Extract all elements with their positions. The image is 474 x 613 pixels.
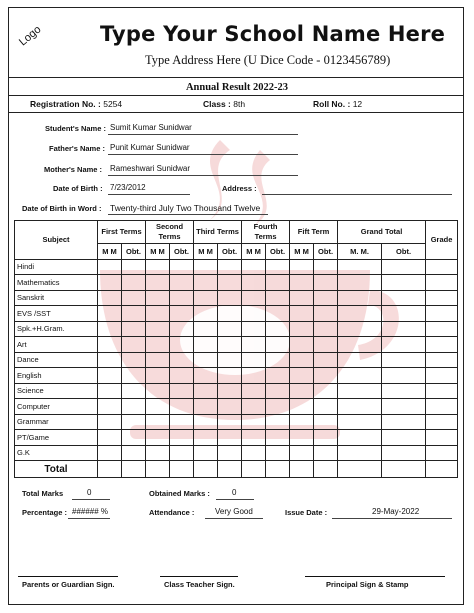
subject-name: G.K (15, 445, 98, 461)
mark-cell (314, 259, 338, 275)
table-row (15, 445, 458, 461)
roll-no (313, 99, 362, 109)
table-row (15, 275, 458, 291)
mark-cell (290, 445, 314, 461)
mark-cell (98, 430, 122, 446)
father-name-value: Punit Kumar Sunidwar (110, 143, 190, 152)
mark-cell (170, 337, 194, 353)
underline (68, 518, 110, 519)
subject-name: Dance (15, 352, 98, 368)
obt-header: Obt. (266, 244, 290, 260)
mark-cell (146, 383, 170, 399)
mark-cell (266, 275, 290, 291)
mother-name-value: Rameshwari Sunidwar (110, 164, 191, 173)
mark-cell (290, 290, 314, 306)
reg-value: 5254 (103, 99, 123, 109)
mark-cell (98, 259, 122, 275)
mark-cell (338, 368, 382, 384)
signature-line (160, 576, 238, 577)
grand-total-header: Grand Total (338, 221, 426, 244)
mark-cell (338, 352, 382, 368)
mark-cell (338, 399, 382, 415)
mark-cell (146, 368, 170, 384)
subject-name: Spk.+H.Gram. (15, 321, 98, 337)
mark-cell (146, 352, 170, 368)
roll-label: Roll No. : (313, 99, 351, 109)
registration-no (30, 99, 122, 109)
mark-cell (122, 352, 146, 368)
term-header: Second Terms (146, 221, 194, 244)
mark-cell (98, 445, 122, 461)
grade-header: Grade (426, 221, 458, 260)
mark-cell (98, 399, 122, 415)
total-label: Total (15, 461, 98, 478)
mark-cell (98, 321, 122, 337)
total-row (15, 461, 458, 478)
obt-header: Obt. (170, 244, 194, 260)
mark-cell (170, 461, 194, 478)
mark-cell (382, 368, 426, 384)
father-name-label: Father's Name : (49, 144, 105, 153)
mark-cell (290, 306, 314, 322)
mark-cell (290, 430, 314, 446)
mark-cell (382, 321, 426, 337)
mark-cell (242, 306, 266, 322)
mark-cell (242, 461, 266, 478)
table-row (15, 383, 458, 399)
mark-cell (146, 337, 170, 353)
mm-header: M M (194, 244, 218, 260)
class-value: 8th (233, 99, 246, 109)
school-name: Type Your School Name Here (100, 22, 446, 46)
mark-cell (426, 383, 458, 399)
mark-cell (266, 306, 290, 322)
obtained-marks-label: Obtained Marks : (149, 489, 210, 498)
underline (108, 214, 268, 215)
mark-cell (314, 461, 338, 478)
divider (8, 112, 464, 113)
student-name-value: Sumit Kumar Sunidwar (110, 123, 192, 132)
obt-header: Obt. (314, 244, 338, 260)
mark-cell (122, 445, 146, 461)
mark-cell (218, 290, 242, 306)
underline (108, 154, 298, 155)
mark-cell (122, 430, 146, 446)
subject-name: Mathematics (15, 275, 98, 291)
subject-name: Hindi (15, 259, 98, 275)
mark-cell (426, 259, 458, 275)
mark-cell (382, 306, 426, 322)
attendance-label: Attendance : (149, 508, 195, 517)
mark-cell (338, 445, 382, 461)
mark-cell (170, 430, 194, 446)
total-marks-value: 0 (87, 488, 92, 497)
issue-date-label: Issue Date : (285, 508, 328, 517)
mark-cell (338, 290, 382, 306)
table-row (15, 399, 458, 415)
mark-cell (170, 399, 194, 415)
term-header: Third Terms (194, 221, 242, 244)
mark-cell (382, 399, 426, 415)
mark-cell (314, 321, 338, 337)
mark-cell (242, 445, 266, 461)
subject-name: English (15, 368, 98, 384)
mark-cell (194, 275, 218, 291)
mark-cell (314, 290, 338, 306)
table-row (15, 430, 458, 446)
mark-cell (218, 321, 242, 337)
mother-name-label: Mother's Name : (44, 165, 103, 174)
mark-cell (242, 430, 266, 446)
roll-value: 12 (352, 99, 363, 109)
class (203, 99, 245, 109)
mark-cell (122, 399, 146, 415)
percentage-value: ###### % (72, 507, 109, 516)
mark-cell (122, 383, 146, 399)
mark-cell (218, 445, 242, 461)
mark-cell (266, 399, 290, 415)
mark-cell (194, 368, 218, 384)
mark-cell (290, 259, 314, 275)
mark-cell (382, 290, 426, 306)
mark-cell (194, 399, 218, 415)
mark-cell (146, 399, 170, 415)
mark-cell (426, 337, 458, 353)
mark-cell (338, 414, 382, 430)
mark-cell (98, 414, 122, 430)
mark-cell (170, 352, 194, 368)
result-title: Annual Result 2022-23 (185, 82, 289, 93)
obt-header: Obt. (218, 244, 242, 260)
mark-cell (266, 430, 290, 446)
principal-signature-label: Principal Sign & Stamp (326, 580, 409, 589)
dob-words-value: Twenty-third July Two Thousand Twelve (110, 203, 261, 213)
table-row (15, 414, 458, 430)
mark-cell (194, 445, 218, 461)
mark-cell (426, 352, 458, 368)
mark-cell (242, 337, 266, 353)
subject-name: Grammar (15, 414, 98, 430)
mark-cell (314, 352, 338, 368)
mark-cell (98, 337, 122, 353)
mark-cell (290, 275, 314, 291)
mark-cell (426, 461, 458, 478)
reg-label: Registration No. : (30, 99, 101, 109)
table-row (15, 337, 458, 353)
dob-words-label: Date of Birth in Word : (22, 204, 102, 213)
mark-cell (242, 290, 266, 306)
mark-cell (314, 306, 338, 322)
issue-date-value: 29-May-2022 (372, 507, 420, 516)
mark-cell (338, 337, 382, 353)
mark-cell (266, 414, 290, 430)
mark-cell (382, 414, 426, 430)
mark-cell (170, 275, 194, 291)
mark-cell (242, 383, 266, 399)
mark-cell (194, 352, 218, 368)
school-address: Type Address Here (U Dice Code - 0123456789) (145, 53, 391, 67)
table-row (15, 368, 458, 384)
mark-cell (382, 430, 426, 446)
table-header-row (15, 221, 458, 244)
mark-cell (290, 337, 314, 353)
address-label: Address : (222, 184, 257, 193)
underline (108, 134, 298, 135)
mark-cell (382, 445, 426, 461)
mark-cell (170, 290, 194, 306)
mark-cell (218, 275, 242, 291)
mark-cell (98, 368, 122, 384)
parent-signature-label: Parents or Guardian Sign. (22, 580, 115, 589)
underline (216, 499, 254, 500)
mark-cell (242, 414, 266, 430)
mark-cell (290, 383, 314, 399)
mark-cell (98, 461, 122, 478)
mark-cell (314, 399, 338, 415)
mark-cell (122, 306, 146, 322)
divider (8, 77, 464, 78)
table-row (15, 321, 458, 337)
underline (262, 194, 452, 195)
mark-cell (194, 461, 218, 478)
dob-label: Date of Birth : (53, 184, 103, 193)
mark-cell (266, 461, 290, 478)
mark-cell (426, 414, 458, 430)
dob-value: 7/23/2012 (110, 183, 146, 192)
mark-cell (266, 445, 290, 461)
mark-cell (218, 368, 242, 384)
term-header: First Terms (98, 221, 146, 244)
mark-cell (426, 290, 458, 306)
mark-cell (242, 259, 266, 275)
mark-cell (382, 337, 426, 353)
logo: Logo (17, 23, 44, 49)
mark-cell (242, 321, 266, 337)
table-row (15, 306, 458, 322)
underline (108, 175, 298, 176)
mark-cell (146, 290, 170, 306)
underline (332, 518, 452, 519)
mark-cell (122, 259, 146, 275)
mark-cell (426, 306, 458, 322)
mark-cell (218, 383, 242, 399)
term-header: Fourth Terms (242, 221, 290, 244)
mark-cell (122, 461, 146, 478)
subject-name: Science (15, 383, 98, 399)
mark-cell (194, 259, 218, 275)
mark-cell (98, 383, 122, 399)
mark-cell (98, 352, 122, 368)
mark-cell (338, 321, 382, 337)
mark-cell (290, 321, 314, 337)
mark-cell (382, 352, 426, 368)
mark-cell (122, 414, 146, 430)
mark-cell (170, 259, 194, 275)
mark-cell (194, 430, 218, 446)
mark-cell (290, 461, 314, 478)
mark-cell (218, 259, 242, 275)
term-header: Fift Term (290, 221, 338, 244)
mark-cell (266, 259, 290, 275)
underline (72, 499, 110, 500)
mark-cell (218, 337, 242, 353)
mark-cell (266, 383, 290, 399)
mark-cell (314, 368, 338, 384)
total-marks-label: Total Marks (22, 489, 64, 498)
mark-cell (218, 352, 242, 368)
mark-cell (242, 399, 266, 415)
mark-cell (122, 321, 146, 337)
mark-cell (426, 368, 458, 384)
mark-cell (382, 259, 426, 275)
mark-cell (122, 275, 146, 291)
mark-cell (194, 383, 218, 399)
mark-cell (170, 368, 194, 384)
mark-cell (314, 445, 338, 461)
mark-cell (170, 414, 194, 430)
mark-cell (170, 306, 194, 322)
signature-line (305, 576, 445, 577)
mark-cell (266, 290, 290, 306)
class-label: Class : (203, 99, 231, 109)
mark-cell (218, 399, 242, 415)
mark-cell (338, 461, 382, 478)
mark-cell (194, 414, 218, 430)
mark-cell (266, 321, 290, 337)
mark-cell (170, 383, 194, 399)
mark-cell (426, 430, 458, 446)
student-name-label: Student's Name : (45, 124, 106, 133)
subject-name: EVS /SST (15, 306, 98, 322)
mark-cell (122, 337, 146, 353)
mark-cell (218, 430, 242, 446)
mark-cell (290, 352, 314, 368)
mark-cell (146, 430, 170, 446)
mark-cell (170, 321, 194, 337)
mark-cell (338, 430, 382, 446)
mark-cell (122, 368, 146, 384)
obtained-marks-value: 0 (232, 488, 237, 497)
attendance-value: Very Good (215, 507, 253, 516)
mark-cell (146, 321, 170, 337)
mark-cell (426, 445, 458, 461)
table-row (15, 259, 458, 275)
subject-name: Computer (15, 399, 98, 415)
mark-cell (382, 461, 426, 478)
mark-cell (242, 352, 266, 368)
mark-cell (218, 461, 242, 478)
subject-name: PT/Game (15, 430, 98, 446)
mark-cell (146, 306, 170, 322)
mark-cell (194, 306, 218, 322)
subject-header: Subject (15, 221, 98, 260)
mark-cell (98, 290, 122, 306)
mark-cell (382, 275, 426, 291)
mark-cell (426, 275, 458, 291)
mark-cell (314, 275, 338, 291)
mark-cell (314, 430, 338, 446)
mark-cell (426, 399, 458, 415)
mm-header: M M (98, 244, 122, 260)
mark-cell (266, 368, 290, 384)
mark-cell (266, 352, 290, 368)
mark-cell (122, 290, 146, 306)
subject-name: Sanskrit (15, 290, 98, 306)
mark-cell (98, 306, 122, 322)
underline (205, 518, 263, 519)
mark-cell (242, 368, 266, 384)
mark-cell (170, 445, 194, 461)
mark-cell (194, 321, 218, 337)
mark-cell (218, 414, 242, 430)
mark-cell (266, 337, 290, 353)
gt-mm-header: M. M. (338, 244, 382, 260)
table-row (15, 290, 458, 306)
mark-cell (314, 383, 338, 399)
divider (8, 95, 464, 96)
mark-cell (290, 399, 314, 415)
underline (108, 194, 190, 195)
mark-cell (290, 414, 314, 430)
mm-header: M M (242, 244, 266, 260)
obt-header: Obt. (122, 244, 146, 260)
mark-cell (242, 275, 266, 291)
mark-cell (338, 383, 382, 399)
mark-cell (314, 414, 338, 430)
mark-cell (338, 275, 382, 291)
subject-name: Art (15, 337, 98, 353)
mark-cell (314, 337, 338, 353)
mark-cell (382, 383, 426, 399)
table-row (15, 352, 458, 368)
mark-cell (290, 368, 314, 384)
marks-table (14, 220, 458, 478)
gt-obt-header: Obt. (382, 244, 426, 260)
mark-cell (338, 306, 382, 322)
teacher-signature-label: Class Teacher Sign. (164, 580, 235, 589)
percentage-label: Percentage : (22, 508, 68, 517)
mark-cell (146, 414, 170, 430)
mark-cell (146, 259, 170, 275)
mark-cell (146, 445, 170, 461)
signature-line (18, 576, 118, 577)
mark-cell (338, 259, 382, 275)
mark-cell (426, 321, 458, 337)
mark-cell (146, 275, 170, 291)
mark-cell (98, 275, 122, 291)
mark-cell (218, 306, 242, 322)
mm-header: M M (146, 244, 170, 260)
mark-cell (194, 337, 218, 353)
mm-header: M M (290, 244, 314, 260)
mark-cell (194, 290, 218, 306)
mark-cell (146, 461, 170, 478)
